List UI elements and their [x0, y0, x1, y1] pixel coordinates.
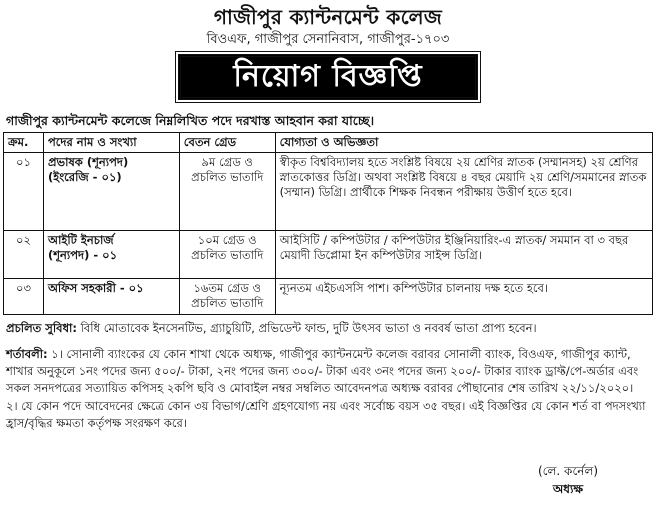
row-grade — [179, 231, 275, 279]
header-qualification: যোগ্যতা ও অভিজ্ঞতা — [275, 133, 652, 153]
post-name: অফিস সহকারী - ০১ — [47, 281, 144, 295]
header-serial: ক্রম. — [4, 133, 44, 153]
terms-section — [6, 346, 652, 432]
header-post: পদের নাম ও সংখ্যা — [43, 133, 179, 153]
row-post — [43, 153, 179, 231]
benefits-label: প্রচলিত সুবিধা: — [6, 321, 77, 335]
row-qualification: ন্যূনতম এইচএসসি পাশ। কম্পিউটার চালনায় দক্ষ হতে হবে। — [275, 279, 652, 315]
signatory-rank: (লে. কর্নেল) — [537, 464, 599, 478]
college-address: বিওএফ, গাজীপুর সেনানিবাস, গাজীপুর-১৭০৩ — [206, 32, 450, 47]
signatory-title: অধ্যক্ষ — [552, 482, 584, 496]
table-header-row — [4, 133, 653, 153]
row-qualification: আইসিটি / কম্পিউটার / কম্পিউটার ইঞ্জিনিয়ারিং-এ স্নাতক/ সমমান বা ৩ বছর মেয়াদী ডিপ্লোমা ইন কম্পিউটার সাইন্স ডিগ্রি। — [275, 231, 652, 279]
college-name: গাজীপুর ক্যান্টনমেন্ট কলেজ — [213, 5, 443, 29]
table-row — [4, 231, 653, 279]
header-grade: বেতন গ্রেড — [179, 133, 275, 153]
terms-label: শর্তাবলী: — [6, 347, 48, 361]
post-count: (শূন্যপদ) - ০১ — [47, 248, 118, 262]
recruitment-banner: নিয়োগ বিজ্ঞপ্তি — [178, 54, 478, 100]
allowance-line: প্রচলিত ভাতাদি — [191, 296, 264, 310]
benefits-text: বিধি মোতাবেক ইনসেনটিভ, গ্র্যাচুয়িটি, প্রভিডেন্ট ফান্ড, দুটি উৎসব ভাতা ও নববর্ষ ভাতা প্রাপ্য হবেন। — [80, 321, 537, 335]
post-count: (ইংরেজি - ০১) — [47, 170, 122, 184]
row-grade — [179, 279, 275, 315]
allowance-line: প্রচলিত ভাতাদি — [191, 170, 264, 184]
benefits-section — [6, 320, 652, 336]
grade-line: ৯ম গ্রেড ও — [201, 155, 253, 169]
terms-item-1-text: ১। সোনালী ব্যাংকের যে কোন শাখা থেকে অধ্যক্ষ, গাজীপুর ক্যান্টনমেন্ট কলেজ বরাবর সোনালী ব্যাংক, বিওএফ, গাজীপুর ক্যান্ট, শাখার অনুকূলে ১নং পদের জন্য ৫০০/- টাকা, ২নং পদের জন্য ৩০০/- টাকা এবং ৩নং পদের জন্য ২০০/- টাকার ব্যাংক ড্রাফ্ট/পে-অর্ডার এবং সকল সনদপত্রের সত্যায়িত কপিসহ ২কপি ছবি ও মোবাইল নম্বর সম্বলিত আবেদনপত্র অধ্যক্ষ বরাবর পৌছানোর শেষ তারিখ ২২/১১/২০২০। — [6, 347, 639, 396]
intro-text: গাজীপুর ক্যান্টনমেন্ট কলেজে নিম্নলিখিত পদে দরখাস্ত আহবান করা যাচ্ছে। — [6, 113, 375, 128]
row-grade — [179, 153, 275, 231]
posts-table — [3, 132, 653, 315]
allowance-line: প্রচলিত ভাতাদি — [191, 248, 264, 262]
row-serial: ০২ — [4, 231, 44, 279]
post-name: প্রভাষক (শূন্যপদ) — [47, 155, 129, 169]
row-post — [43, 279, 179, 315]
row-qualification: স্বীকৃত বিশ্ববিদ্যালয় হতে সংশ্লিষ্ট বিষয়ে ২য় শ্রেণির স্নাতক (সম্মানসহ) ২য় শ্রেণির স্নাতকোত্তর ডিগ্রি। অথবা সংশ্লিষ্ট বিষয়ে ৪ বছর মেয়াদি ২য় শ্রেণি/সমমানের স্নাতক (সম্মান) ডিগ্রি। প্রার্থীকে শিক্ষক নিবন্ধন পরীক্ষায় উত্তীর্ণ হতে হবে। — [275, 153, 652, 231]
row-serial: ০১ — [4, 153, 44, 231]
signature-block — [508, 462, 628, 498]
grade-line: ১৬তম গ্রেড ও — [193, 281, 261, 295]
notice-header — [0, 4, 656, 49]
banner-wrap — [0, 54, 656, 100]
terms-item-2: ২। যে কোন পদে আবেদনের ক্ষেত্রে কোন ৩য় বিভাগ/শ্রেণি গ্রহণযোগ্য নয় এবং সর্বোচ্চ বয়স ৩৫ বছর। এই বিজ্ঞপ্তির যে কোন শর্ত বা পদসংখ্যা হ্রাস/বৃদ্ধির ক্ষমতা কর্তৃপক্ষ সংরক্ষণ করে। — [6, 398, 646, 430]
grade-line: ১০ম গ্রেড ও — [197, 233, 257, 247]
terms-item-1 — [6, 346, 652, 398]
post-name: আইটি ইনচার্জ — [47, 233, 114, 247]
table-row — [4, 153, 653, 231]
table-row — [4, 279, 653, 315]
row-serial: ০৩ — [4, 279, 44, 315]
row-post — [43, 231, 179, 279]
